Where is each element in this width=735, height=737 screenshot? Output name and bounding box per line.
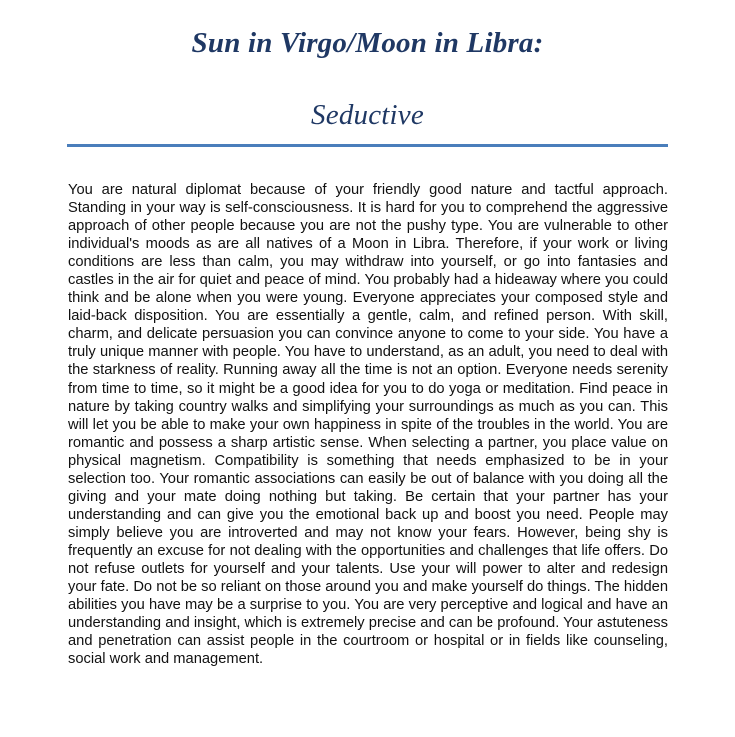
body-paragraph: You are natural diplomat because of your friendly good nature and tactful approach. Standing in your way is self-consciousness. It is hard for you to comprehend the aggressive approach of other people because you are not the pushy type. You are vulnerable to other individual's moods as are all natives of a Moon in Libra. Therefore, if your work or living conditions are less than calm, you may withdraw into yourself, or go into fantasies and castles in the air for quiet and peace of mind. You probably had a hideaway where you could think and be alone when you were young. Everyone appreciates your composed style and laid-back disposition. You are essentially a gentle, calm, and refined person. With skill, charm, and delicate persuasion you can convince anyone to come to your side. You have a truly unique manner with people. You have to understand, as an adult, you need to deal with the starkness of reality. Running away all the time is not an option. Everyone needs serenity from time to time, so it might be a good idea for you to do yoga or meditation. Find peace in nature by taking country walks and simplifying your surroundings as much as you can. This will let you be able to make your own happiness in spite of the troubles in the world. You are romantic and possess a sharp artistic sense. When selecting a partner, you place value on physical magnetism. Compatibility is something that needs emphasized to be in your selection too. Your romantic associations can easily be out of balance with you doing all the giving and your mate doing nothing but taking. Be certain that your partner has your understanding and can give you the emotional back up and boost you need. People may simply believe you are introverted and may not know your fears. However, being shy is frequently an excuse for not dealing with the opportunities and challenges that life offers. Do not refuse outlets for yourself and your talents. Use your will power to alter and redesign your fate. Do not be so reliant on those around you and make yourself do things. The hidden abilities you have may be a surprise to you. You are very perceptive and logical and have an understanding and insight, which is extremely precise and can be profound. Your astuteness and penetration can assist people in the courtroom or hospital or in fields like counseling, social work and management. bbox=[68, 182, 668, 668]
page-title: Sun in Virgo/Moon in Libra: bbox=[191, 27, 544, 59]
body-text-block bbox=[68, 181, 668, 668]
title-divider bbox=[67, 144, 668, 147]
page-subtitle: Seductive bbox=[311, 99, 424, 131]
document-header bbox=[0, 0, 735, 147]
